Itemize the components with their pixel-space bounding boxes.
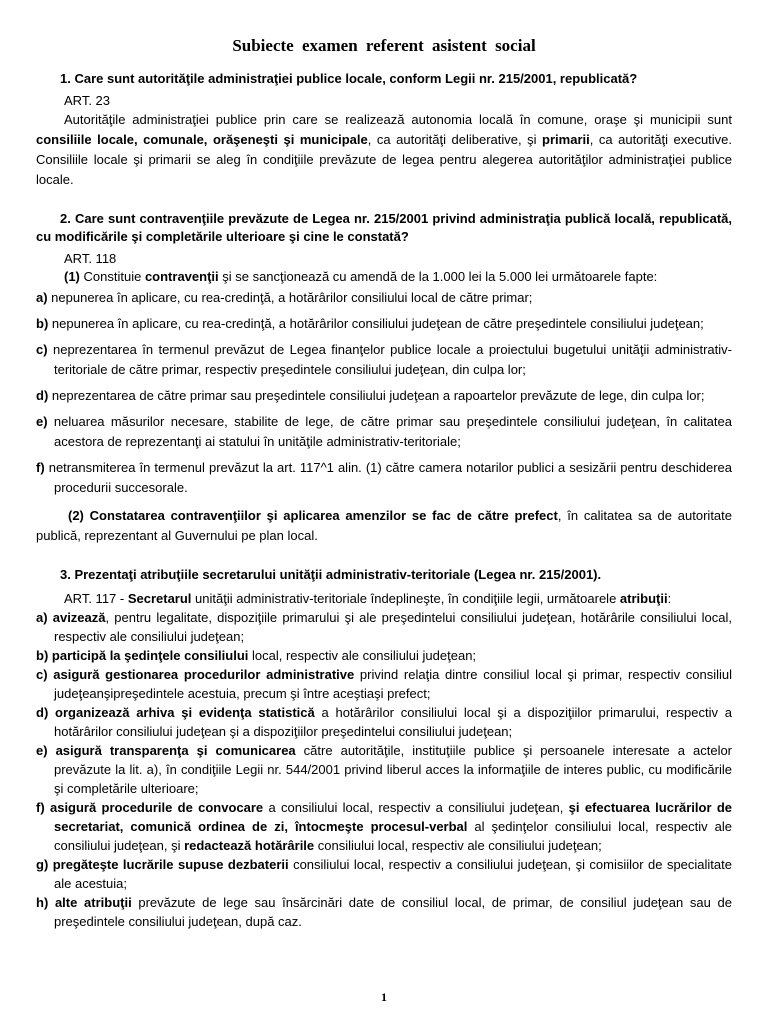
item-text: local, respectiv ale consiliului judeţean;: [248, 648, 477, 663]
text-run: unităţii administrativ-teritoriale îndeplineşte, în condiţiile legii, următoarele: [191, 591, 620, 606]
article-23-text: [36, 110, 732, 190]
text-run: ART. 117 -: [64, 591, 128, 606]
item-text: consiliului local, respectiv a consiliului judeţean, şi comisiilor de specialitate ale acestuia;: [54, 857, 732, 891]
item-bold: asigură transparenţa şi comunicarea: [47, 743, 296, 758]
question-1: 1. Care sunt autorităţile administraţiei publice locale, conform Legii nr. 215/2001, republicată?: [60, 71, 638, 86]
list-item: [36, 608, 732, 646]
item-label: f): [36, 800, 45, 815]
item-bold: asigură gestionarea procedurilor administrative: [47, 667, 355, 682]
list-item: [36, 741, 732, 798]
text-run: , ca autorităţi executive. Consiliile locale şi primarii se aleg în condiţiile prevăzute de legea pentru alegerea autorităţilor administraţiei publice locale.: [36, 132, 733, 187]
bold-run: consiliile locale, comunale, orăşeneşti şi municipale: [36, 132, 368, 147]
section-3: [36, 566, 732, 931]
item-text: al şedinţelor consiliului local, respectiv ale consiliului judeţean, şi: [54, 819, 733, 853]
question-3: 3. Prezentaţi atribuţiile secretarului unităţii administrativ-teritoriale (Legea nr. 215/2001).: [60, 567, 602, 582]
list-item: [36, 314, 732, 334]
page-title: Subiecte examen referent asistent social: [232, 36, 536, 55]
item-label: a): [36, 610, 48, 625]
item-bold: organizează arhiva şi evidenţa statistică: [48, 705, 315, 720]
item-label: e): [36, 414, 48, 429]
article-117-intro: [64, 590, 732, 608]
item-text: neluarea măsurilor necesare, stabilite de lege, de către primar sau preşedintele consiliului judeţean, în calitatea acestora de reprezentanţi ai statului în unităţile administrativ-teritoriale;: [47, 414, 732, 449]
item-label: b): [36, 316, 49, 331]
item-bold: alte atribuţii: [48, 895, 132, 910]
text-run: , în calitatea sa de autoritate publică, reprezentant al Guvernului pe plan local.: [36, 508, 732, 543]
item-text: nepunerea în aplicare, cu rea-credinţă, a hotărârilor consiliului judeţean de către preşedintele consiliului judeţean;: [48, 316, 704, 331]
item-bold: avizează: [47, 610, 106, 625]
item-text: neprezentarea de către primar sau preşedintele consiliului judeţean a rapoartelor prevăzute de lege, din culpa lor;: [48, 388, 705, 403]
item-bold: asigură procedurile de convocare: [44, 800, 264, 815]
list-item: [36, 855, 732, 893]
list-item: [36, 646, 732, 665]
bold-run: Secretarul: [127, 591, 192, 606]
item-text: nepunerea în aplicare, cu rea-credinţă, a hotărârilor consiliului local de către primar;: [47, 290, 533, 305]
text-run: :: [667, 591, 672, 606]
list-item: [36, 386, 732, 406]
item-label: d): [36, 705, 49, 720]
list-item: [36, 288, 732, 308]
item-text: prevăzute de lege sau însărcinări date de consiliul local, de primar, de consiliul judeţean sau de preşedintele consiliului judeţean, după caz.: [54, 895, 732, 929]
item-bold: şi efectuarea lucrărilor de secretariat, comunică ordinea de zi, întocmeşte procesul-verbal: [54, 800, 733, 834]
item-text: , pentru legalitate, dispoziţiile primarului şi ale preşedintelui consiliului judeţean, hotărârile consiliului local, respectiv ale consiliului judeţean;: [54, 610, 733, 644]
article-23-label: ART. 23: [64, 93, 111, 108]
article-118-label: ART. 118: [64, 251, 117, 266]
bold-run: contravenţii: [144, 269, 219, 284]
item-text: a hotărârilor consiliului local şi a dispoziţiilor primarului, respectiv a hotărârilor consiliului judeţean şi a dispoziţiilor preşedintelui consiliului judeţean;: [54, 705, 732, 739]
attributions-list: [36, 608, 732, 931]
section-2: [36, 210, 732, 546]
article-118-para-2: [36, 506, 732, 546]
item-label: b): [36, 648, 49, 663]
item-text: privind relaţia dintre consiliul local şi primar, respectiv consiliul judeţeanşipreşedintele acestuia, precum şi între aceştiaşi prefect;: [54, 667, 732, 701]
item-label: d): [36, 388, 49, 403]
item-label: c): [36, 342, 48, 357]
text-run: Constituie: [79, 269, 145, 284]
page-number: 1: [381, 990, 387, 1004]
item-bold: participă la şedinţele consiliului: [48, 648, 249, 663]
list-item: [36, 893, 732, 931]
item-label: c): [36, 667, 48, 682]
item-label: h): [36, 895, 49, 910]
item-label: g): [36, 857, 49, 872]
list-item: [36, 340, 732, 380]
contraventions-list: [36, 288, 732, 498]
item-text: netransmiterea în termenul prevăzut la art. 117^1 alin. (1) către camera notarilor publici a sesizării pentru deschiderea procedurii succesorale.: [44, 460, 732, 495]
question-2: 2. Care sunt contravenţiile prevăzute de Legea nr. 215/2001 privind administraţia publică locală, republicată, cu modificările şi completările ulterioare şi cine le constată?: [36, 211, 732, 244]
para-number: (1): [64, 269, 80, 284]
list-item: [36, 458, 732, 498]
text-run: Autorităţile administraţiei publice prin care se realizează autonomia locală în comune, oraşe şi municipii sunt: [64, 112, 732, 127]
list-item: [36, 412, 732, 452]
bold-run: primarii: [542, 132, 590, 147]
item-text: către autorităţile, instituţiile publice şi persoanele interesate a actelor prevăzute la lit. a), în condiţiile Legii nr. 544/2001 privind liberul acces la informaţiile de interes public, cu modificările şi completările ulterioare;: [54, 743, 733, 796]
list-item: [36, 665, 732, 703]
item-text: consiliului local, respectiv ale consiliului judeţean;: [314, 838, 602, 853]
item-bold: redactează hotărârile: [184, 838, 315, 853]
text-run: şi se sancţionează cu amendă de la 1.000 lei la 5.000 lei următoarele fapte:: [218, 269, 658, 284]
item-text: a consiliului local, respectiv a consiliului judeţean,: [263, 800, 569, 815]
item-bold: pregăteşte lucrările supuse dezbaterii: [48, 857, 289, 872]
item-label: e): [36, 743, 48, 758]
item-label: f): [36, 460, 45, 475]
list-item: [36, 703, 732, 741]
text-run: , ca autorităţi deliberative, şi: [367, 132, 543, 147]
item-text: neprezentarea în termenul prevăzut de Legea finanţelor publice locale a proiectului bugetului unităţii administrativ-teritoriale de către primar, respectiv preşedintele consiliului judeţean, din culpa lor;: [47, 342, 732, 377]
item-label: a): [36, 290, 48, 305]
bold-run: atribuţii: [619, 591, 668, 606]
article-118-para-1: [64, 268, 732, 286]
bold-run: (2) Constatarea contravenţiilor şi aplicarea amenzilor se fac de către prefect: [68, 508, 558, 523]
list-item: [36, 798, 732, 855]
